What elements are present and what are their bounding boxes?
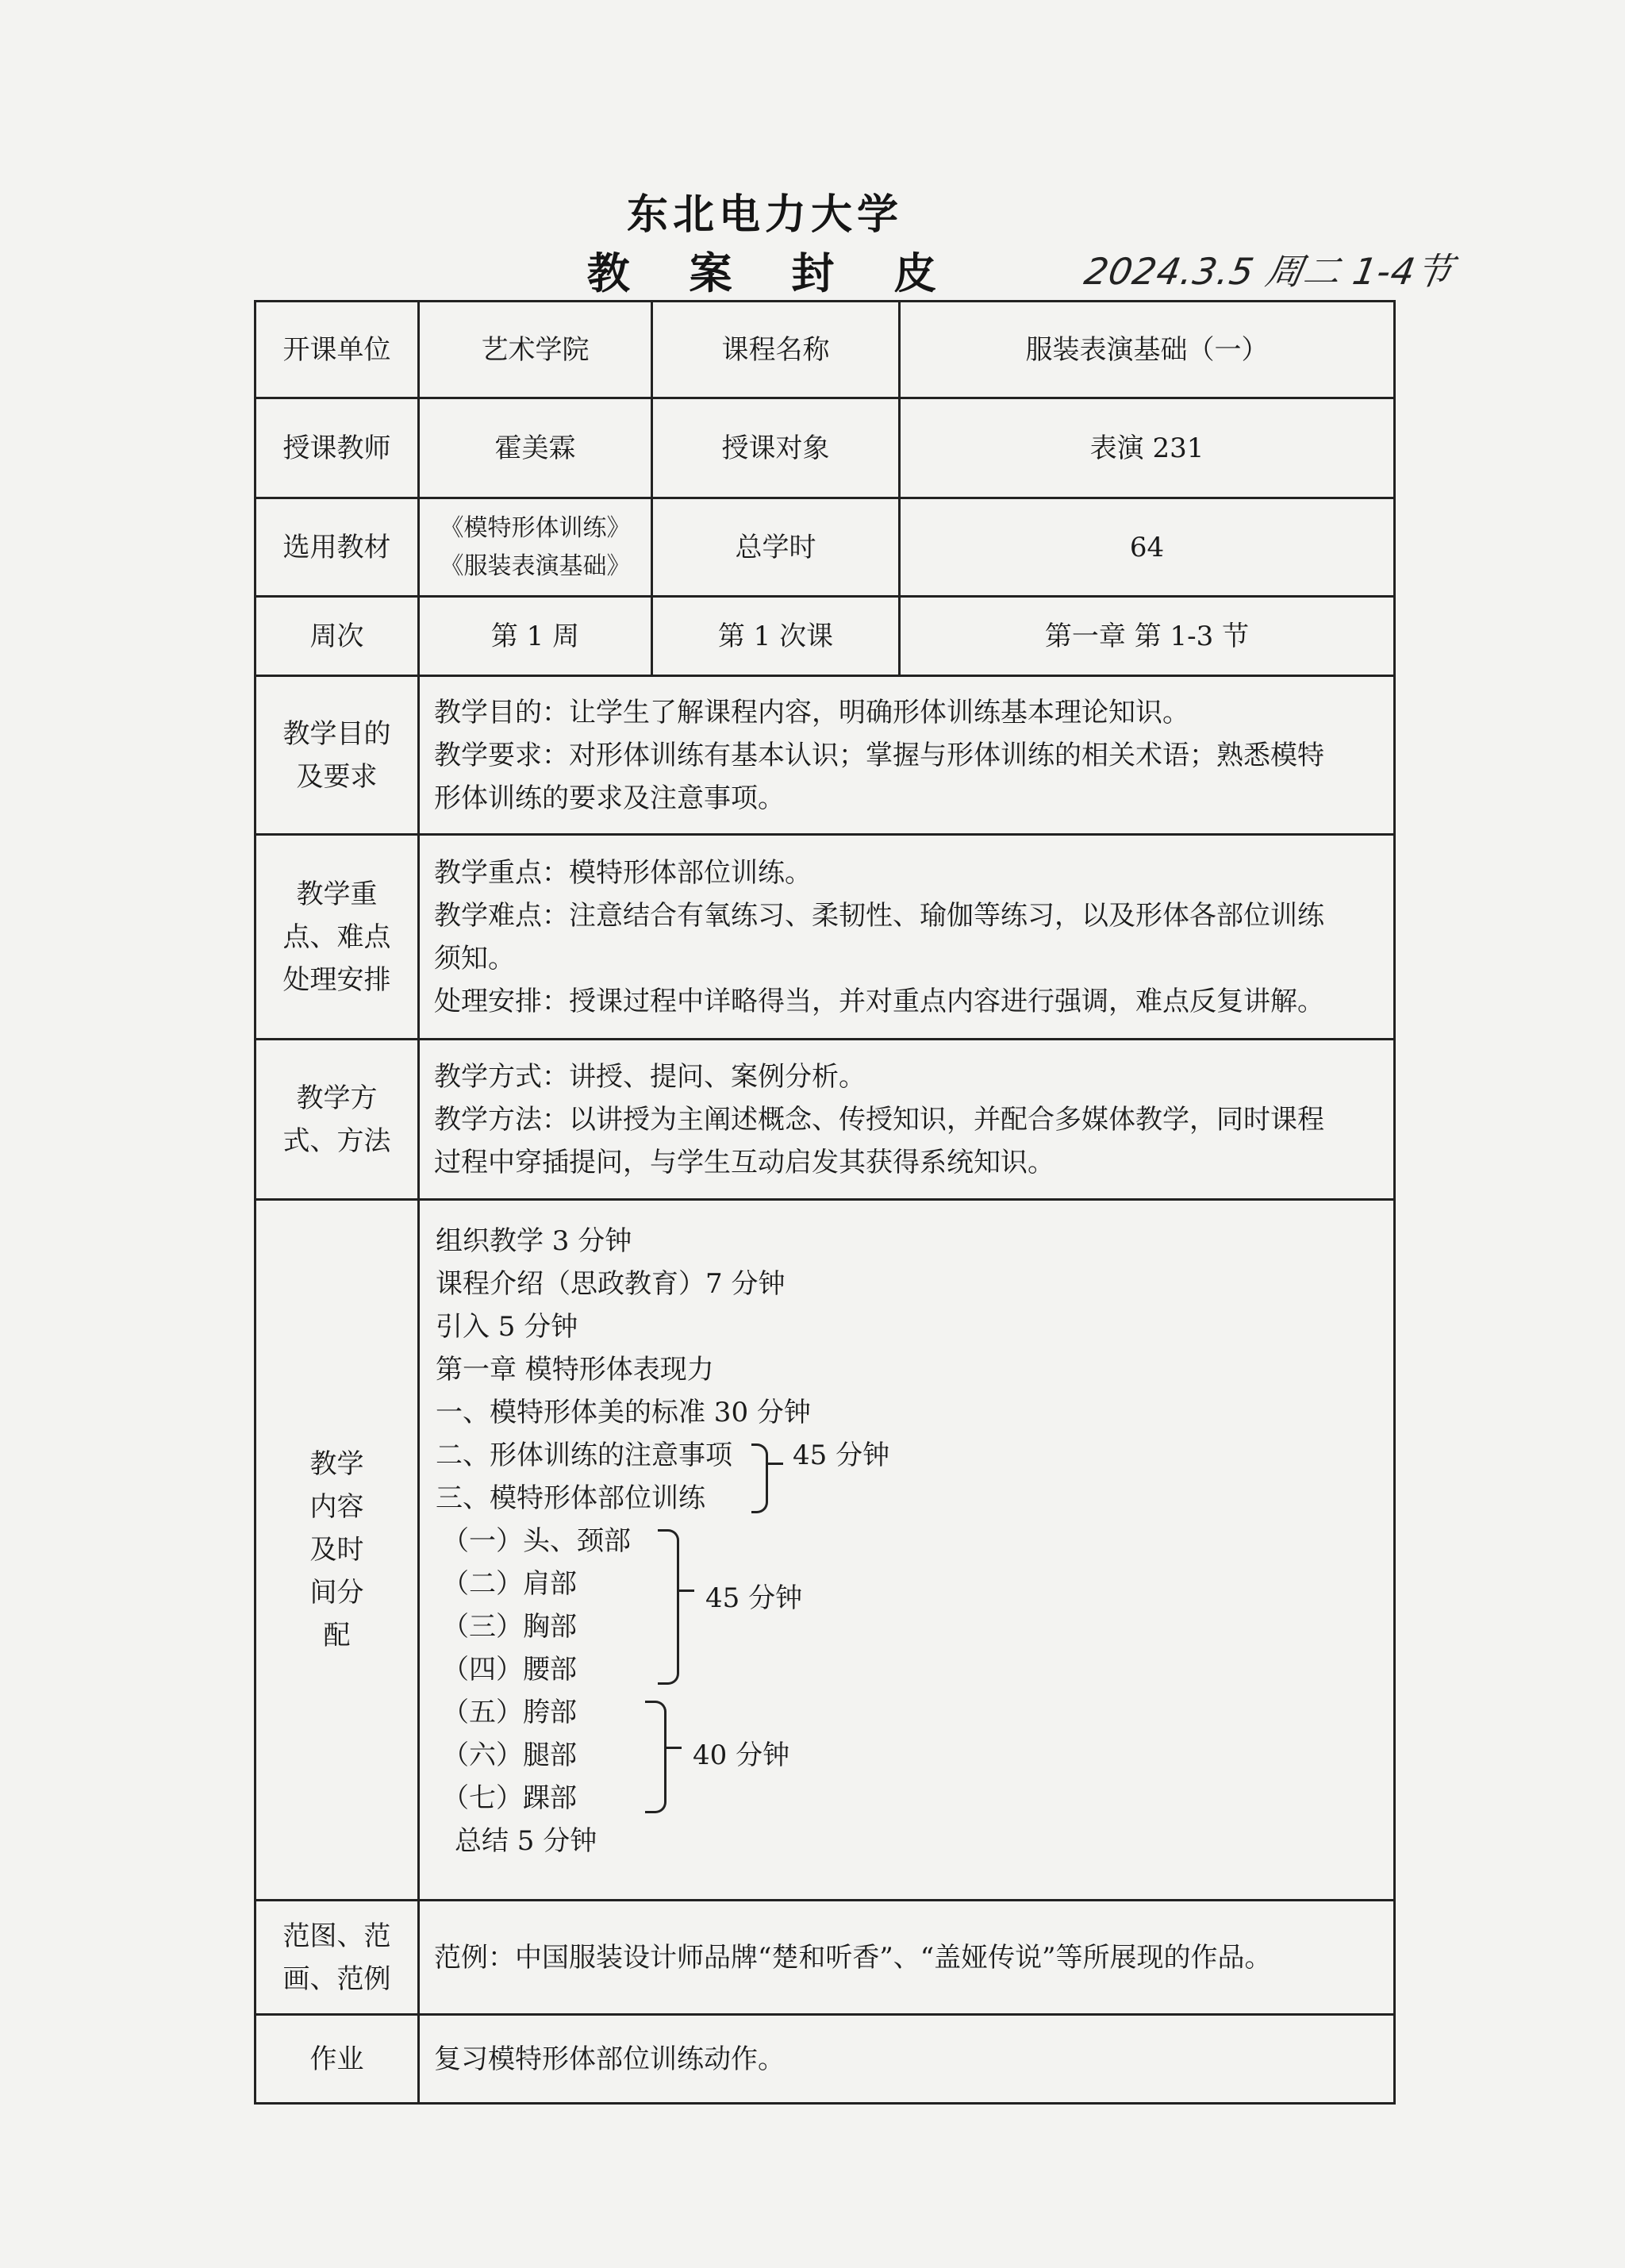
schedule-item: 第一章 模特形体表现力 <box>436 1354 714 1386</box>
keypoints-line: 须知。 <box>434 942 515 974</box>
course-label: 课程名称 <box>652 302 900 398</box>
schedule-item: 二、形体训练的注意事项 <box>436 1440 732 1471</box>
keypoints-label-line: 点、难点 <box>282 921 391 953</box>
row-week <box>255 597 1395 676</box>
audience-label: 授课对象 <box>652 398 900 498</box>
content-label-line: 配 <box>323 1620 351 1651</box>
row-objectives <box>255 676 1395 835</box>
homework-label: 作业 <box>255 2015 419 2104</box>
row-methods <box>255 1040 1395 1200</box>
teacher-label: 授课教师 <box>255 398 419 498</box>
row-keypoints <box>255 835 1395 1040</box>
brace-tip <box>664 1747 682 1749</box>
week-label: 周次 <box>255 597 419 676</box>
content-label-line: 内容 <box>309 1491 364 1523</box>
textbook-1: 《模特形体训练》 <box>440 513 631 542</box>
handwritten-date-note: 2024.3.5 周二 1-4节 <box>1081 250 1457 293</box>
methods-label-line: 教学方 <box>296 1082 378 1114</box>
objectives-line: 教学要求：对形体训练有基本认识；掌握与形体训练的相关术语；熟悉模特 <box>434 739 1324 771</box>
content-label-line: 间分 <box>309 1577 364 1609</box>
keypoints-label <box>255 835 419 1040</box>
methods-label-line: 式、方法 <box>282 1124 391 1157</box>
teacher-value: 霍美霖 <box>419 398 652 498</box>
row-textbook-hours <box>255 498 1395 597</box>
keypoints-label-line: 教学重 <box>296 878 378 910</box>
brace-tip <box>766 1463 783 1465</box>
methods-line: 教学方式：讲授、提问、案例分析。 <box>434 1060 866 1093</box>
schedule-item: 组织教学 3 分钟 <box>436 1225 632 1257</box>
textbook-label: 选用教材 <box>255 498 419 597</box>
brace-bracket <box>751 1443 768 1513</box>
keypoints-content <box>419 835 1395 1040</box>
objectives-label <box>255 676 419 835</box>
textbook-2: 《服装表演基础》 <box>440 552 631 580</box>
brace-label: 40 分钟 <box>693 1739 790 1771</box>
examples-label <box>255 1901 419 2015</box>
course-value: 服装表演基础（一） <box>900 302 1395 398</box>
keypoints-line: 教学重点：模特形体部位训练。 <box>434 856 812 889</box>
audience-value: 表演 231 <box>900 398 1395 498</box>
objectives-content <box>419 676 1395 835</box>
row-homework <box>255 2015 1395 2104</box>
row-content-schedule <box>255 1200 1395 1901</box>
objectives-line: 形体训练的要求及注意事项。 <box>434 782 785 814</box>
row-unit-course <box>255 302 1395 398</box>
lesson-plan-table <box>254 300 1396 2105</box>
row-examples <box>255 1901 1395 2015</box>
week-value: 第 1 周 <box>419 597 652 676</box>
schedule-item: 三、模特形体部位训练 <box>436 1482 705 1514</box>
hours-value: 64 <box>900 498 1395 597</box>
content-label-line: 及时 <box>309 1534 364 1566</box>
row-teacher-audience <box>255 398 1395 498</box>
schedule-item: （一）头、颈部 <box>442 1525 631 1557</box>
schedule-body <box>420 1201 1393 1899</box>
schedule-item: （三）胸部 <box>442 1611 577 1643</box>
content-schedule <box>419 1200 1395 1901</box>
university-title: 东北电力大学 <box>626 191 903 239</box>
unit-value: 艺术学院 <box>419 302 652 398</box>
schedule-item: 引入 5 分钟 <box>436 1311 578 1343</box>
brace-bracket <box>645 1701 667 1813</box>
methods-label <box>255 1040 419 1200</box>
methods-content <box>419 1040 1395 1200</box>
schedule-item: 一、模特形体美的标准 30 分钟 <box>436 1397 811 1428</box>
schedule-item: （四）腰部 <box>442 1654 577 1686</box>
content-label <box>255 1200 419 1901</box>
schedule-item: 总结 5 分钟 <box>455 1825 597 1857</box>
keypoints-line: 处理安排：授课过程中详略得当，并对重点内容进行强调，难点反复讲解。 <box>434 985 1324 1017</box>
examples-label-line: 范图、范 <box>282 1920 391 1952</box>
keypoints-line: 教学难点：注意结合有氧练习、柔韧性、瑜伽等练习，以及形体各部位训练 <box>434 899 1324 932</box>
session-value: 第 1 次课 <box>652 597 900 676</box>
objectives-label-line: 教学目的 <box>282 717 391 750</box>
schedule-item: （六）腿部 <box>442 1739 577 1771</box>
brace-label: 45 分钟 <box>793 1440 890 1471</box>
schedule-item: 课程介绍（思政教育）7 分钟 <box>436 1268 786 1300</box>
chapter-value: 第一章 第 1-3 节 <box>900 597 1395 676</box>
brace-label: 45 分钟 <box>705 1582 803 1614</box>
brace-bracket <box>658 1529 679 1685</box>
homework-content: 复习模特形体部位训练动作。 <box>419 2015 1395 2104</box>
unit-label: 开课单位 <box>255 302 419 398</box>
brace-tip <box>677 1590 694 1592</box>
document-title: 教 案 封 皮 <box>586 248 959 298</box>
schedule-item: （五）胯部 <box>442 1697 577 1728</box>
examples-content: 范例：中国服装设计师品牌“楚和听香”、“盖娅传说”等所展现的作品。 <box>419 1901 1395 2015</box>
objectives-label-line: 及要求 <box>296 760 378 793</box>
objectives-line: 教学目的：让学生了解课程内容，明确形体训练基本理论知识。 <box>434 696 1189 728</box>
schedule-item: （七）踝部 <box>442 1782 577 1814</box>
methods-line: 教学方法：以讲授为主阐述概念、传授知识，并配合多媒体教学，同时课程 <box>434 1103 1324 1136</box>
schedule-item: （二）肩部 <box>442 1568 577 1600</box>
keypoints-label-line: 处理安排 <box>282 963 391 996</box>
textbook-values <box>419 498 652 597</box>
hours-label: 总学时 <box>652 498 900 597</box>
content-label-line: 教学 <box>309 1448 364 1480</box>
examples-label-line: 画、范例 <box>282 1962 391 1995</box>
methods-line: 过程中穿插提问，与学生互动启发其获得系统知识。 <box>434 1146 1055 1178</box>
